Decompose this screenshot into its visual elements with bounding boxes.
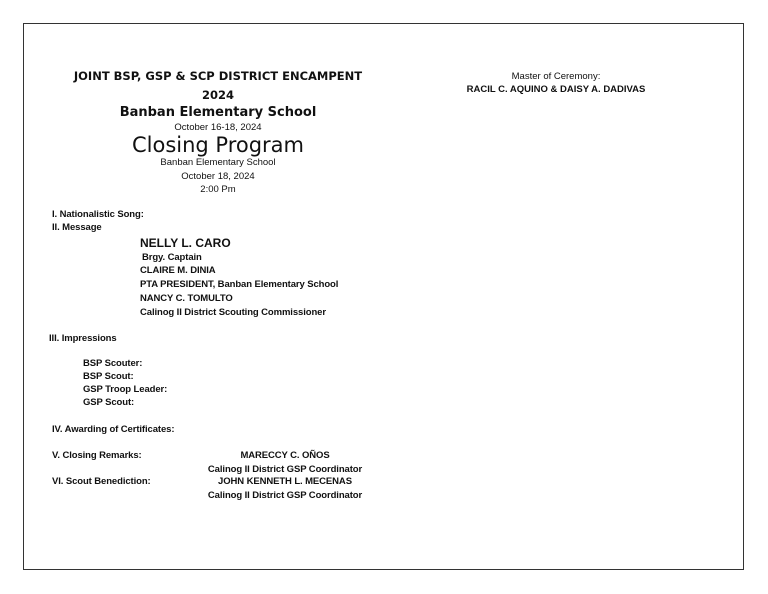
benediction-name: JOHN KENNETH L. MECENAS	[218, 476, 352, 487]
program-title: Closing Program	[131, 133, 305, 157]
item-closing-remarks: V. Closing Remarks:	[52, 450, 142, 461]
program-date: October 18, 2024	[181, 171, 255, 182]
emcee-label: Master of Ceremony:	[511, 71, 601, 82]
program-time: 2:00 Pm	[200, 184, 236, 195]
benediction-title: Calinog II District GSP Coordinator	[207, 490, 363, 501]
program-venue: Banban Elementary School	[160, 157, 276, 168]
emcee-names: RACIL C. AQUINO & DAISY A. DADIVAS	[466, 84, 646, 95]
item-scout-benediction: VI. Scout Benediction:	[52, 476, 151, 487]
item-message: II. Message	[52, 222, 102, 233]
impression-bsp-scout: BSP Scout:	[83, 371, 134, 382]
impression-gsp-troop-leader: GSP Troop Leader:	[83, 384, 168, 395]
speaker3-name: NANCY C. TOMULTO	[140, 293, 233, 304]
speaker2-title: PTA PRESIDENT, Banban Elementary School	[140, 279, 339, 290]
encampment-dates: October 16-18, 2024	[174, 122, 262, 133]
impression-bsp-scouter: BSP Scouter:	[83, 358, 143, 369]
speaker1-title: Brgy. Captain	[142, 252, 202, 263]
speaker1-name: NELLY L. CARO	[140, 236, 231, 250]
item-awarding: IV. Awarding of Certificates:	[52, 424, 175, 435]
item-nationalistic-song: I. Nationalistic Song:	[52, 209, 144, 220]
encampment-year: 2024	[201, 88, 234, 102]
closing-remarks-title: Calinog II District GSP Coordinator	[207, 464, 363, 475]
speaker3-title: Calinog II District Scouting Commissioner	[140, 307, 326, 318]
closing-remarks-name: MARECCY C. OÑOS	[240, 450, 330, 461]
speaker2-name: CLAIRE M. DINIA	[140, 265, 216, 276]
item-impressions: III. Impressions	[49, 333, 117, 344]
encampment-title: JOINT BSP, GSP & SCP DISTRICT ENCAMPENT	[73, 69, 363, 83]
school-name: Banban Elementary School	[119, 105, 317, 120]
impression-gsp-scout: GSP Scout:	[83, 397, 135, 408]
